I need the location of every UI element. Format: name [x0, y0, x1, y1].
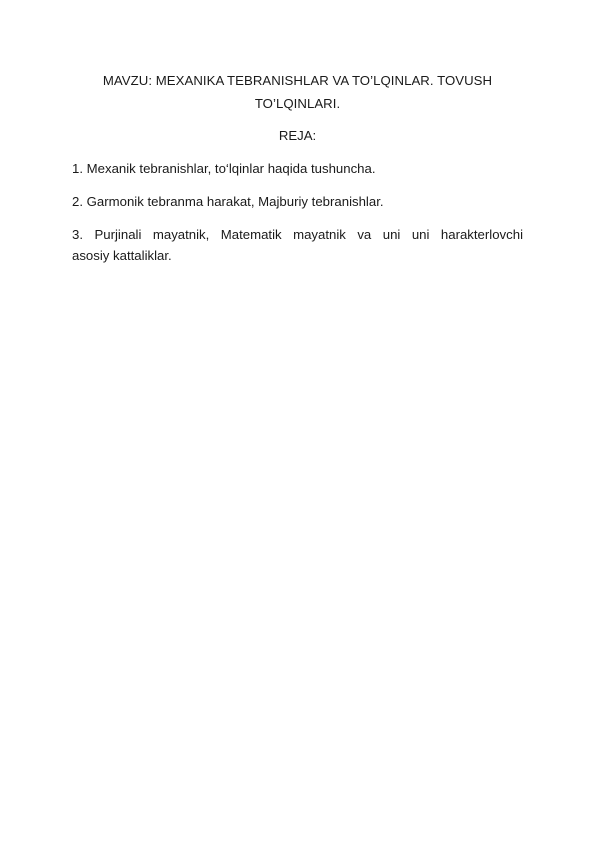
title-line-2: TO’LQINLARI.	[254, 96, 341, 111]
document-content	[72, 69, 523, 266]
plan-heading: REJA:	[278, 128, 317, 143]
plan-list	[72, 158, 523, 266]
title-line-1: MAVZU: MEXANIKA TEBRANISHLAR VA TO’LQINLAR. TOVUSH	[102, 73, 493, 88]
plan-item-3	[72, 224, 523, 266]
plan-item-2: 2. Garmonik tebranma harakat, Majburiy tebranishlar.	[72, 194, 384, 209]
plan-item-1: 1. Mexanik tebranishlar, to‘lqinlar haqida tushuncha.	[72, 161, 376, 176]
plan-item-3-line-2: asosiy kattaliklar.	[72, 248, 172, 263]
plan-item-3-line-1: 3. Purjinali mayatnik, Matematik mayatnik va uni uni harakterlovchi	[72, 227, 523, 242]
document-title	[72, 69, 523, 115]
